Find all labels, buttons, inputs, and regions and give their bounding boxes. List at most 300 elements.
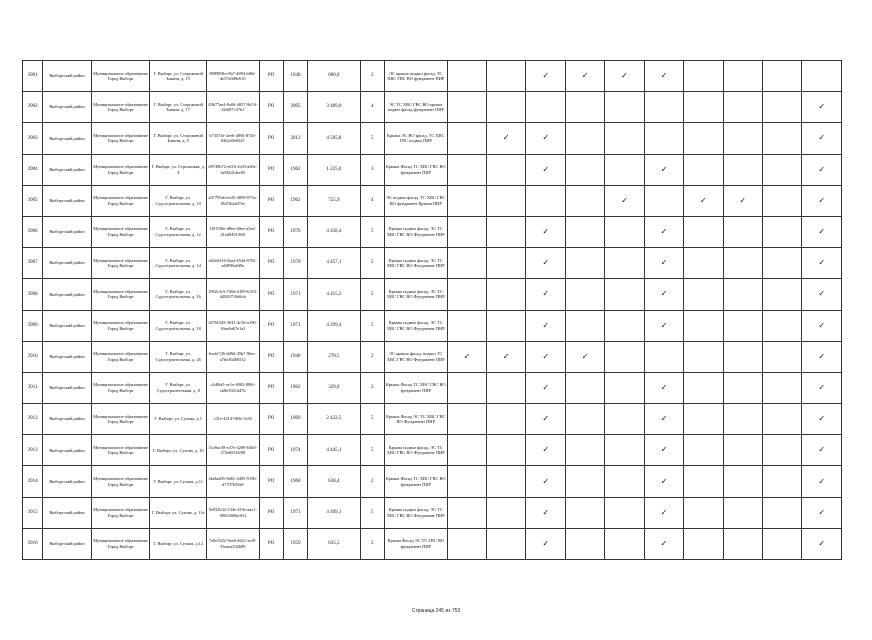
row-number: 3908 — [23, 279, 43, 310]
mark-cell — [644, 310, 683, 341]
floors-cell: 2 — [360, 341, 384, 372]
address-cell: Г. Выборг, ул. Сухова, д. 10 — [150, 435, 207, 466]
mark-cell — [565, 528, 604, 559]
municipality-cell: Муниципальное образование Город Выборг — [91, 435, 150, 466]
area-cell: 725,9 — [308, 185, 361, 216]
floors-cell: 3 — [360, 372, 384, 403]
mark-cell — [802, 341, 842, 372]
guid-cell: 1f0159fe-d9ea-40ee-a5a2-21ed9491f9f0 — [207, 216, 260, 247]
check-mark-icon: ✓ — [818, 538, 826, 548]
works-list-cell: Крыша подвал фасад, ЭС ТС ХВС ГВС ВО Фундамент ПИР — [384, 279, 447, 310]
mark-cell — [526, 310, 565, 341]
floors-cell: 5 — [360, 497, 384, 528]
municipality-cell: Муниципальное образование Город Выборг — [91, 404, 150, 435]
check-mark-icon: ✓ — [818, 351, 826, 361]
check-mark-icon: ✓ — [660, 258, 668, 268]
mark-cell — [447, 466, 486, 497]
row-number: 3916 — [23, 528, 43, 559]
address-cell: Г. Выборг, ул. Судостроительная, д. 8 — [150, 372, 207, 403]
mark-cell — [723, 92, 762, 123]
mark-cell — [447, 123, 486, 154]
mark-cell — [526, 279, 565, 310]
address-cell: Г. Выборг, ул. Сухова, д.1 — [150, 404, 207, 435]
mark-cell — [802, 248, 842, 279]
mark-cell — [802, 497, 842, 528]
guid-cell: c2d0fa5-ee1e-4903-890f-cb8e5921d47b — [207, 372, 260, 403]
year-cell: 1971 — [283, 279, 307, 310]
check-mark-icon: ✓ — [542, 538, 550, 548]
mark-cell — [762, 92, 801, 123]
mark-cell — [487, 123, 526, 154]
mark-cell — [526, 435, 565, 466]
mark-cell — [565, 466, 604, 497]
check-mark-icon: ✓ — [660, 476, 668, 486]
mark-cell — [605, 372, 644, 403]
mark-cell — [723, 528, 762, 559]
mark-cell — [762, 372, 801, 403]
check-mark-icon: ✓ — [660, 538, 668, 548]
mark-cell — [447, 435, 486, 466]
works-list-cell: ЭС подвал фасад, ТС ХВС ГВС ВО фундамент Крыша ПИР — [384, 185, 447, 216]
check-mark-icon: ✓ — [621, 195, 628, 205]
table-row — [23, 123, 842, 154]
works-list-cell: ЭС крыша фасад, подвал ТС ХВС ГВС ВО Фундамент ПИР — [384, 341, 447, 372]
mark-cell — [605, 154, 644, 185]
mark-cell — [762, 248, 801, 279]
municipality-cell: Муниципальное образование Город Выборг — [91, 216, 150, 247]
check-mark-icon: ✓ — [660, 71, 668, 81]
address-cell: Г. Выборг, ул. Сторожевой Башни, д. 9 — [150, 123, 207, 154]
district-cell: Выборгский район — [43, 497, 92, 528]
check-mark-icon: ✓ — [542, 289, 550, 299]
district-cell: Выборгский район — [43, 61, 92, 92]
mark-cell — [487, 341, 526, 372]
check-mark-icon: ✓ — [542, 414, 550, 424]
floors-cell: 5 — [360, 279, 384, 310]
mark-cell — [526, 372, 565, 403]
ownership-cell: РО — [259, 216, 283, 247]
mark-cell — [565, 123, 604, 154]
row-number: 3913 — [23, 435, 43, 466]
mark-cell — [644, 61, 683, 92]
address-cell: Г. Выборг, ул. Судостроительная, д. 14 — [150, 248, 207, 279]
check-mark-icon: ✓ — [818, 102, 826, 112]
table-row — [23, 528, 842, 559]
works-list-cell: Крыша подвал фасад, ЭС ТС ХВС ГВС ВО Фундамент ПИР — [384, 497, 447, 528]
check-mark-icon: ✓ — [660, 227, 668, 237]
mark-cell — [447, 61, 486, 92]
year-cell: 1940 — [283, 61, 307, 92]
mark-cell — [684, 466, 723, 497]
mark-cell — [644, 216, 683, 247]
mark-cell — [644, 404, 683, 435]
municipality-cell: Муниципальное образование Город Выборг — [91, 341, 150, 372]
ownership-cell: РО — [259, 279, 283, 310]
mark-cell — [487, 497, 526, 528]
table-row — [23, 372, 842, 403]
year-cell: 1962 — [283, 154, 307, 185]
district-cell: Выборгский район — [43, 154, 92, 185]
area-cell: 278,5 — [308, 341, 361, 372]
row-number: 3901 — [23, 61, 43, 92]
mark-cell — [762, 216, 801, 247]
year-cell: 1970 — [283, 216, 307, 247]
check-mark-icon: ✓ — [542, 258, 550, 268]
floors-cell: 2 — [360, 528, 384, 559]
mark-cell — [762, 123, 801, 154]
guid-cell: 5e932b32-134e-419e-aae1-09033006e564 — [207, 497, 260, 528]
row-number: 3904 — [23, 154, 43, 185]
mark-cell — [487, 372, 526, 403]
mark-cell — [762, 341, 801, 372]
mark-cell — [447, 341, 486, 372]
mark-cell — [565, 185, 604, 216]
works-list-cell: Крыша Фасад ТС ХВС ГВС ВО фундамент ПИР — [384, 372, 447, 403]
mark-cell — [605, 341, 644, 372]
check-mark-icon: ✓ — [818, 445, 826, 455]
check-mark-icon: ✓ — [660, 320, 668, 330]
table-row — [23, 61, 842, 92]
area-cell: 4 445,1 — [308, 435, 361, 466]
works-list-cell: Крыша подвал фасад, ЭС ТС ХВС ГВС ВО Фундамент ПИР — [384, 435, 447, 466]
guid-cell: 51a9ac58-e37e-4289-b5b0-272eb93f3f08 — [207, 435, 260, 466]
check-mark-icon: ✓ — [818, 414, 826, 424]
municipality-cell: Муниципальное образование Город Выборг — [91, 123, 150, 154]
mark-cell — [447, 528, 486, 559]
mark-cell — [605, 404, 644, 435]
guid-cell: 7a9e3522-9ee6-4621-acf9-33eaea332b89 — [207, 528, 260, 559]
municipality-cell: Муниципальное образование Город Выборг — [91, 248, 150, 279]
area-cell: 2 422,5 — [308, 404, 361, 435]
year-cell: 1962 — [283, 372, 307, 403]
table-row — [23, 154, 842, 185]
ownership-cell: РО — [259, 435, 283, 466]
mark-cell — [605, 497, 644, 528]
mark-cell — [644, 528, 683, 559]
row-number: 3911 — [23, 372, 43, 403]
works-list-cell: Крыша Фасад ЭС ТС ГВС ВО фундамент ПИР — [384, 528, 447, 559]
mark-cell — [644, 92, 683, 123]
check-mark-icon: ✓ — [542, 227, 550, 237]
mark-cell — [644, 466, 683, 497]
check-mark-icon: ✓ — [818, 195, 826, 205]
mark-cell — [605, 466, 644, 497]
mark-cell — [802, 92, 842, 123]
mark-cell — [644, 372, 683, 403]
table-row — [23, 341, 842, 372]
works-list-cell: Крыша Фасад ТС ХВС ГВС ВО фундамент ПИР — [384, 466, 447, 497]
floors-cell: 5 — [360, 310, 384, 341]
mark-cell — [723, 435, 762, 466]
mark-cell — [684, 92, 723, 123]
works-list-cell: Крыша подвал фасад, ЭС ТС ХВС ГВС ВО Фундамент ПИР — [384, 248, 447, 279]
mark-cell — [447, 372, 486, 403]
guid-cell: b73574e-2ee6-4894-8745-8462e0e63d7 — [207, 123, 260, 154]
mark-cell — [565, 341, 604, 372]
district-cell: Выборгский район — [43, 123, 92, 154]
mark-cell — [605, 248, 644, 279]
area-cell: 1 225,0 — [308, 154, 361, 185]
works-list-cell: Крыша Фасад ЭС ТС ХВС ГВС ВО Фундамент ПИР — [384, 404, 447, 435]
mark-cell — [684, 341, 723, 372]
mark-cell — [644, 185, 683, 216]
mark-cell — [605, 123, 644, 154]
check-mark-icon: ✓ — [502, 133, 510, 143]
mark-cell — [644, 154, 683, 185]
check-mark-icon: ✓ — [621, 71, 628, 81]
mark-cell — [644, 279, 683, 310]
mark-cell — [684, 497, 723, 528]
row-number: 3909 — [23, 310, 43, 341]
check-mark-icon: ✓ — [542, 445, 550, 455]
mark-cell — [684, 528, 723, 559]
year-cell: 1971 — [283, 310, 307, 341]
year-cell: 1962 — [283, 185, 307, 216]
mark-cell — [487, 404, 526, 435]
table-row — [23, 279, 842, 310]
table-row — [23, 497, 842, 528]
check-mark-icon: ✓ — [818, 133, 826, 143]
mark-cell — [762, 310, 801, 341]
guid-cell: 808909b-e5b7-4894-b86f-de57a9d9e610 — [207, 61, 260, 92]
guid-cell: 49b77ae4-0a0d-4057-9b7d-326f87c37b1 — [207, 92, 260, 123]
area-cell: 4 458,4 — [308, 216, 361, 247]
municipality-cell: Муниципальное образование Город Выборг — [91, 466, 150, 497]
check-mark-icon: ✓ — [542, 351, 550, 361]
table-body — [23, 61, 842, 560]
guid-cell: 6576f345-3041-4c56-a190-16ea6a67e1a3 — [207, 310, 260, 341]
mark-cell — [723, 216, 762, 247]
area-cell: 4 505,8 — [308, 123, 361, 154]
municipality-cell: Муниципальное образование Город Выборг — [91, 279, 150, 310]
mark-cell — [487, 61, 526, 92]
guid-cell: c51e-4214-983e-5c92 — [207, 404, 260, 435]
ownership-cell: РО — [259, 497, 283, 528]
address-cell: Г. Выборг, ул. Сухова, д.11 — [150, 466, 207, 497]
mark-cell — [565, 310, 604, 341]
mark-cell — [762, 435, 801, 466]
district-cell: Выборгский район — [43, 528, 92, 559]
table-row — [23, 216, 842, 247]
mark-cell — [644, 341, 683, 372]
municipality-cell: Муниципальное образование Город Выборг — [91, 497, 150, 528]
mark-cell — [644, 497, 683, 528]
mark-cell — [526, 528, 565, 559]
mark-cell — [526, 216, 565, 247]
mark-cell — [723, 123, 762, 154]
guid-cell: a07795eb-ee25-4890-875a-f9d7fb4a97ee — [207, 185, 260, 216]
mark-cell — [802, 216, 842, 247]
row-number: 3903 — [23, 123, 43, 154]
mark-cell — [447, 404, 486, 435]
mark-cell — [526, 466, 565, 497]
mark-cell — [762, 61, 801, 92]
mark-cell — [526, 185, 565, 216]
district-cell: Выборгский район — [43, 372, 92, 403]
check-mark-icon: ✓ — [581, 351, 589, 361]
mark-cell — [605, 61, 644, 92]
check-mark-icon: ✓ — [660, 289, 668, 299]
mark-cell — [684, 404, 723, 435]
mark-cell — [487, 279, 526, 310]
floors-cell: 3 — [360, 154, 384, 185]
mark-cell — [487, 310, 526, 341]
check-mark-icon: ✓ — [660, 382, 668, 392]
address-cell: Г. Выборг, ул. Судостроительная, д. 16 — [150, 279, 207, 310]
mark-cell — [565, 497, 604, 528]
check-mark-icon: ✓ — [700, 195, 707, 205]
mark-cell — [605, 310, 644, 341]
ownership-cell: РО — [259, 92, 283, 123]
area-cell: 4 299,4 — [308, 310, 361, 341]
mark-cell — [684, 435, 723, 466]
ownership-cell: РО — [259, 123, 283, 154]
table-row — [23, 435, 842, 466]
mark-cell — [762, 528, 801, 559]
check-mark-icon: ✓ — [818, 320, 826, 330]
mark-cell — [762, 466, 801, 497]
row-number: 3902 — [23, 92, 43, 123]
check-mark-icon: ✓ — [818, 227, 826, 237]
mark-cell — [487, 216, 526, 247]
district-cell: Выборгский район — [43, 435, 92, 466]
check-mark-icon: ✓ — [542, 507, 550, 517]
works-list-cell: Крыша ЭС ВО фасад, ТС ХВС ГВС подвал ПИР — [384, 123, 447, 154]
mark-cell — [526, 154, 565, 185]
row-number: 3910 — [23, 341, 43, 372]
mark-cell — [762, 154, 801, 185]
check-mark-icon: ✓ — [739, 195, 747, 205]
mark-cell — [802, 185, 842, 216]
check-mark-icon: ✓ — [542, 71, 550, 81]
year-cell: 1970 — [283, 248, 307, 279]
ownership-cell: РО — [259, 341, 283, 372]
municipality-cell: Муниципальное образование Город Выборг — [91, 154, 150, 185]
mark-cell — [723, 497, 762, 528]
mark-cell — [723, 61, 762, 92]
address-cell: Г. Выборг, ул. Стрелковая, д. 4 — [150, 154, 207, 185]
year-cell: 2013 — [283, 123, 307, 154]
mark-cell — [684, 372, 723, 403]
check-mark-icon: ✓ — [660, 164, 668, 174]
works-list-cell: Крыша Фасад ТС ХВС ГВС ВО фундамент ПИР — [384, 154, 447, 185]
check-mark-icon: ✓ — [542, 382, 550, 392]
table-row — [23, 185, 842, 216]
mark-cell — [447, 310, 486, 341]
mark-cell — [802, 435, 842, 466]
year-cell: 1960 — [283, 466, 307, 497]
floors-cell: 2 — [360, 61, 384, 92]
mark-cell — [526, 248, 565, 279]
district-cell: Выборгский район — [43, 248, 92, 279]
year-cell: 1974 — [283, 435, 307, 466]
table-row — [23, 404, 842, 435]
mark-cell — [723, 185, 762, 216]
check-mark-icon: ✓ — [660, 445, 668, 455]
mark-cell — [723, 154, 762, 185]
mark-cell — [762, 185, 801, 216]
district-cell: Выборгский район — [43, 404, 92, 435]
mark-cell — [447, 216, 486, 247]
year-cell: 1940 — [283, 341, 307, 372]
ownership-cell: РО — [259, 310, 283, 341]
address-cell: Г. Выборг, ул. Сухова, д.12 — [150, 528, 207, 559]
municipality-cell: Муниципальное образование Город Выборг — [91, 61, 150, 92]
mark-cell — [605, 435, 644, 466]
address-cell: Г. Выборг, ул. Судостроительная, д. 26 — [150, 341, 207, 372]
ownership-cell: РО — [259, 154, 283, 185]
mark-cell — [684, 310, 723, 341]
mark-cell — [802, 279, 842, 310]
address-cell: Г. Выборг, ул. Судостроительная, д. 18 — [150, 310, 207, 341]
district-cell: Выборгский район — [43, 185, 92, 216]
mark-cell — [526, 404, 565, 435]
check-mark-icon: ✓ — [542, 320, 550, 330]
mark-cell — [723, 466, 762, 497]
ownership-cell: РО — [259, 528, 283, 559]
mark-cell — [565, 248, 604, 279]
ownership-cell: РО — [259, 466, 283, 497]
mark-cell — [565, 154, 604, 185]
mark-cell — [565, 435, 604, 466]
page-number: Страница 245 из 753 — [411, 608, 461, 614]
check-mark-icon: ✓ — [660, 507, 668, 517]
year-cell: 1969 — [283, 404, 307, 435]
check-mark-icon: ✓ — [818, 164, 826, 174]
check-mark-icon: ✓ — [581, 71, 589, 81]
check-mark-icon: ✓ — [542, 133, 550, 143]
mark-cell — [644, 435, 683, 466]
mark-cell — [723, 404, 762, 435]
address-cell: Г. Выборг, ул. Сухова, д. 11а — [150, 497, 207, 528]
mark-cell — [802, 466, 842, 497]
works-list-cell: ЭС крыша подвал фасад, ТС ХВС ГВС ВО фундамент ПИР — [384, 61, 447, 92]
year-cell: 2005 — [283, 92, 307, 123]
mark-cell — [565, 216, 604, 247]
check-mark-icon: ✓ — [818, 476, 826, 486]
document-table — [22, 60, 842, 560]
mark-cell — [565, 61, 604, 92]
district-cell: Выборгский район — [43, 92, 92, 123]
district-cell: Выборгский район — [43, 466, 92, 497]
mark-cell — [723, 248, 762, 279]
mark-cell — [723, 372, 762, 403]
floors-cell: 5 — [360, 404, 384, 435]
ownership-cell: РО — [259, 372, 283, 403]
floors-cell: 5 — [360, 123, 384, 154]
mark-cell — [447, 92, 486, 123]
check-mark-icon: ✓ — [502, 351, 510, 361]
area-cell: 638,4 — [308, 466, 361, 497]
mark-cell — [684, 61, 723, 92]
mark-cell — [526, 497, 565, 528]
mark-cell — [762, 404, 801, 435]
area-cell: 3 489,0 — [308, 92, 361, 123]
mark-cell — [526, 92, 565, 123]
municipality-cell: Муниципальное образование Город Выборг — [91, 528, 150, 559]
mark-cell — [565, 92, 604, 123]
works-list-cell: ЭС ТС ХВС ГВС ВО крыша подвал фасад фундамент ПИР — [384, 92, 447, 123]
mark-cell — [605, 279, 644, 310]
area-cell: 600,0 — [308, 61, 361, 92]
area-cell: 4 457,1 — [308, 248, 361, 279]
mark-cell — [487, 154, 526, 185]
mark-cell — [802, 310, 842, 341]
municipality-cell: Муниципальное образование Город Выборг — [91, 92, 150, 123]
mark-cell — [723, 310, 762, 341]
mark-cell — [526, 61, 565, 92]
floors-cell: 4 — [360, 185, 384, 216]
